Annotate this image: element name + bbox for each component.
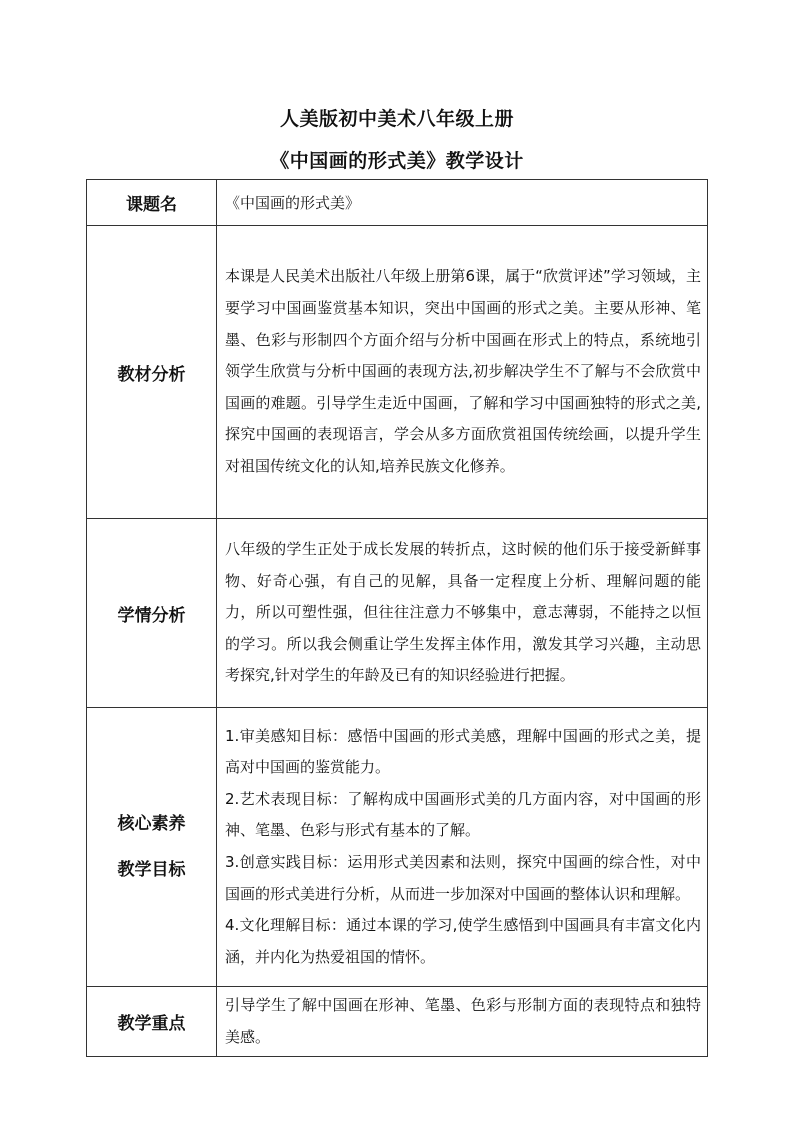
goal-item-culture: 4.文化理解目标：通过本课的学习,使学生感悟到中国画具有丰富文化内涵，并内化为热爱祖国的情怀。 [225, 916, 701, 966]
core-goals-label-line2: 教学目标 [117, 860, 186, 880]
document-title: 人美版初中美术八年级上册 [279, 108, 514, 130]
student-analysis-label: 学情分析 [87, 519, 217, 708]
table-row-topic [87, 180, 708, 226]
document-subtitle: 《中国画的形式美》教学设计 [270, 150, 524, 172]
table-row-student-analysis [87, 519, 708, 708]
table-row-teaching-focus [87, 987, 708, 1057]
lesson-plan-table [86, 179, 708, 1057]
teaching-focus-text: 引导学生了解中国画在形神、笔墨、色彩与形制方面的表现特点和独特美感。 [217, 987, 708, 1057]
core-goals-label-line1: 核心素养 [117, 814, 186, 834]
table-row-core-goals [87, 708, 708, 987]
goal-item-aesthetic: 1.审美感知目标：感悟中国画的形式美感，理解中国画的形式之美，提高对中国画的鉴赏能力。 [225, 726, 701, 777]
teaching-focus-label: 教学重点 [87, 987, 217, 1057]
goal-item-expression: 2.艺术表现目标：了解构成中国画形式美的几方面内容，对中国画的形神、笔墨、色彩与形式有基本的了解。 [225, 789, 701, 840]
core-goals-label [87, 708, 217, 987]
topic-value: 《中国画的形式美》 [217, 180, 708, 226]
student-analysis-text: 八年级的学生正处于成长发展的转折点，这时候的他们乐于接受新鲜事物、好奇心强，有自己的见解，具备一定程度上分析、理解问题的能力，所以可塑性强，但往往注意力不够集中，意志薄弱，不能持之以恒的学习。所以我会侧重让学生发挥主体作用，激发其学习兴趣，主动思考探究,针对学生的年龄及已有的知识经验进行把握。 [217, 519, 708, 708]
core-goals-list [217, 708, 708, 987]
table-row-material-analysis [87, 226, 708, 519]
goal-item-practice: 3.创意实践目标：运用形式美因素和法则，探究中国画的综合性，对中国画的形式美进行分析，从而进一步加深对中国画的整体认识和理解。 [225, 853, 701, 903]
topic-label: 课题名 [87, 180, 217, 226]
material-analysis-text: 本课是人民美术出版社八年级上册第6课，属于“欣赏评述”学习领域，主要学习中国画鉴赏基本知识，突出中国画的形式之美。主要从形神、笔墨、色彩与形制四个方面介绍与分析中国画在形式上的特点，系统地引领学生欣赏与分析中国画的表现方法,初步解决学生不了解与不会欣赏中国画的难题。引导学生走近中国画，了解和学习中国画独特的形式之美,探究中国画的表现语言，学会从多方面欣赏祖国传统绘画，以提升学生对祖国传统文化的认知,培养民族文化修养。 [217, 226, 708, 519]
material-analysis-label: 教材分析 [87, 226, 217, 519]
